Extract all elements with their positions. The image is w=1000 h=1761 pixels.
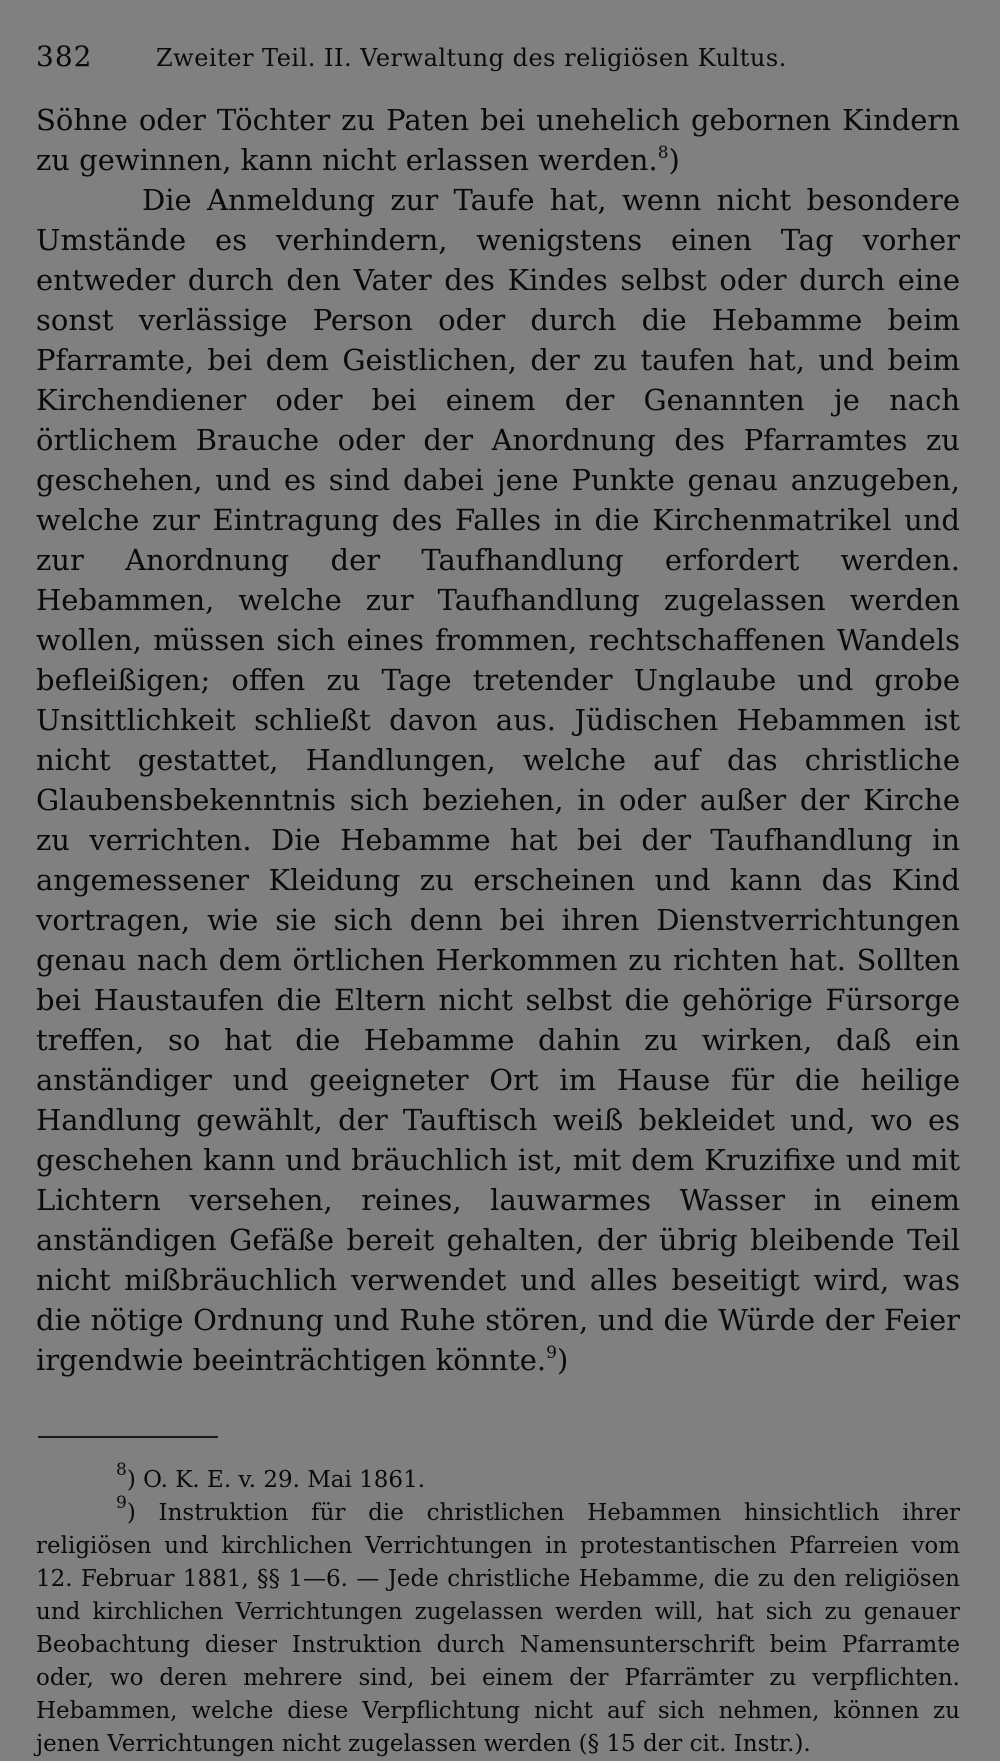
page-number: 382 bbox=[36, 40, 93, 73]
footnote-ref: 9 bbox=[546, 1343, 557, 1363]
paragraph-text: Die Anmeldung zur Taufe hat, wenn nicht besondere Umstände es verhindern, wenigstens einen Tag vorher entweder durch den Vater des Kindes selbst oder durch eine sonst verlässige Person oder durch die Hebamme beim Pfarramte, bei dem Geistlichen, der zu taufen hat, und beim Kirchendiener oder bei einem der Genannten je nach örtlichem Brauche oder der Anordnung des Pfarramtes zu geschehen, und es sind dabei jene Punkte genau anzugeben, welche zur Eintragung des Falles in die Kirchenmatrikel und zur Anordnung der Taufhandlung erfordert werden. Hebammen, welche zur Taufhandlung zugelassen werden wollen, müssen sich eines frommen, rechtschaffenen Wandels befleißigen; offen zu Tage tretender Unglaube und grobe Unsittlichkeit schließt davon aus. Jüdischen Hebammen ist nicht gestattet, Handlungen, welche auf das christliche Glaubensbekenntnis sich beziehen, in oder außer der Kirche zu verrichten. Die Hebamme hat bei der Taufhandlung in angemessener Kleidung zu erscheinen und kann das Kind vortragen, wie sie sich denn bei ihren Dienstverrichtungen genau nach dem örtlichen Herkommen zu richten hat. Sollten bei Haustaufen die Eltern nicht selbst die gehörige Fürsorge treffen, so hat die Hebamme dahin zu wirken, daß ein anständiger und geeigneter Ort im Hause für die heilige Handlung gewählt, der Tauftisch weiß bekleidet und, wo es geschehen kann und bräuchlich ist, mit dem Kruzifixe und mit Lichtern versehen, reines, lauwarmes Wasser in einem anständigen Gefäße bereit gehalten, der übrig bleibende Teil nicht mißbräuchlich verwendet und alles beseitigt wird, was die nötige Ordnung und Ruhe stören, und die Würde der Feier irgendwie beeinträchtigen könnte. bbox=[36, 183, 960, 1377]
footnote-text: ) O. K. E. v. 29. Mai 1861. bbox=[126, 1467, 426, 1493]
footnote-text: ) Instruktion für die christlichen Hebammen hinsichtlich ihrer religiösen und kirchlichen Verrichtungen in protestantischen Pfarreien vom 12. Februar 1881, §§ 1—6. — Jede christliche Hebamme, die zu den religiösen und kirchlichen Verrichtungen zugelassen werden will, hat sich zu genauer Beobachtung dieser Instruktion durch Namensunterschrift beim Pfarramte oder, wo deren mehrere sind, bei einem der Pfarrämter zu verpflichten. Hebammen, welche diese Verpflichtung nicht auf sich nehmen, können zu jenen Verrichtungen nicht zugelassen werden (§ 15 der cit. Instr.). bbox=[36, 1500, 960, 1757]
footnote-marker: 9 bbox=[116, 1493, 127, 1513]
footnote bbox=[36, 1460, 960, 1497]
footnote-marker: 8 bbox=[116, 1460, 127, 1480]
footnote-ref-paren: ) bbox=[668, 143, 680, 177]
main-text bbox=[36, 100, 960, 1380]
footnote-divider bbox=[38, 1436, 218, 1438]
running-head: Zweiter Teil. II. Verwaltung des religiösen Kultus. bbox=[156, 44, 787, 72]
footnote bbox=[36, 1493, 960, 1761]
paragraph-continuation bbox=[36, 100, 960, 180]
paragraph-baptism-registration bbox=[36, 180, 960, 1380]
page-header bbox=[36, 40, 960, 92]
paragraph-text: Söhne oder Töchter zu Paten bei unehelich gebornen Kindern zu gewinnen, kann nicht erlassen werden. bbox=[36, 103, 960, 177]
footnote-ref-paren: ) bbox=[556, 1343, 569, 1377]
footnote-ref: 8 bbox=[657, 143, 669, 163]
footnotes bbox=[36, 1460, 960, 1761]
